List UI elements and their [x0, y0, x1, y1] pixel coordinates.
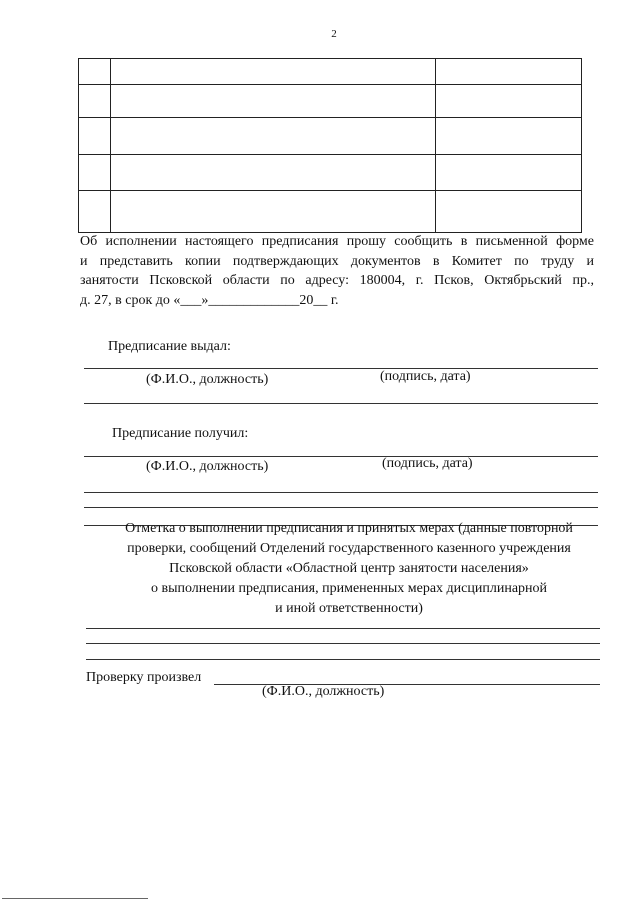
issued-extra-line [84, 403, 598, 404]
received-fio-caption: (Ф.И.О., должность) [146, 459, 269, 474]
table-row [79, 59, 582, 85]
table-cell [436, 59, 582, 85]
mark-line: и иной ответственности) [275, 601, 423, 616]
prescription-table [78, 58, 582, 233]
issued-sign-caption: (подпись, дата) [380, 369, 471, 384]
table-cell [436, 155, 582, 191]
check-label: Проверку произвел [86, 670, 202, 685]
table-cell [110, 191, 435, 233]
table-cell [110, 59, 435, 85]
table-cell [79, 85, 111, 118]
table-row [79, 85, 582, 118]
table-cell [79, 118, 111, 155]
table-cell [110, 155, 435, 191]
table-cell [436, 118, 582, 155]
execution-mark-text [92, 519, 606, 619]
instruction-paragraph [80, 232, 594, 310]
mark-fill-line [86, 628, 600, 629]
mark-fill-line [86, 659, 600, 660]
table-row [79, 155, 582, 191]
issued-signature-line [84, 368, 598, 369]
footnote-divider [2, 898, 148, 899]
issued-label: Предписание выдал: [108, 339, 231, 354]
table-row [79, 118, 582, 155]
table-cell [436, 85, 582, 118]
table-cell [110, 85, 435, 118]
table-cell [436, 191, 582, 233]
table-cell [79, 59, 111, 85]
paragraph-line: занятости Псковской области по адресу: 180004, г. Псков, Октябрьский пр., [80, 273, 594, 288]
table-cell [110, 118, 435, 155]
table-cell [79, 155, 111, 191]
page-number: 2 [331, 28, 337, 40]
received-signature-line [84, 456, 598, 457]
received-label: Предписание получил: [112, 426, 249, 441]
table-row [79, 191, 582, 233]
paragraph-line: и представить копии подтверждающих документов в Комитет по труду и [80, 253, 594, 269]
received-extra-line [84, 492, 598, 493]
received-sign-caption: (подпись, дата) [382, 456, 473, 471]
mark-line: Псковской области «Областной центр занятости населения» [169, 561, 529, 576]
mark-line: о выполнении предписания, примененных мерах дисциплинарной [150, 581, 548, 596]
issued-fio-caption: (Ф.И.О., должность) [146, 372, 269, 387]
paragraph-line: д. 27, в срок до «___»_____________20__ г. [80, 292, 339, 308]
paragraph-line: Об исполнении настоящего предписания прошу сообщить в письменной форме [80, 234, 594, 249]
mark-fill-line [86, 643, 600, 644]
check-caption: (Ф.И.О., должность) [262, 684, 385, 699]
received-extra-line [84, 507, 598, 508]
mark-line: Отметка о выполнении предписания и принятых мерах (данные повторной [125, 521, 573, 536]
table-cell [79, 191, 111, 233]
mark-line: проверки, сообщений Отделений государственного казенного учреждения [127, 541, 571, 556]
